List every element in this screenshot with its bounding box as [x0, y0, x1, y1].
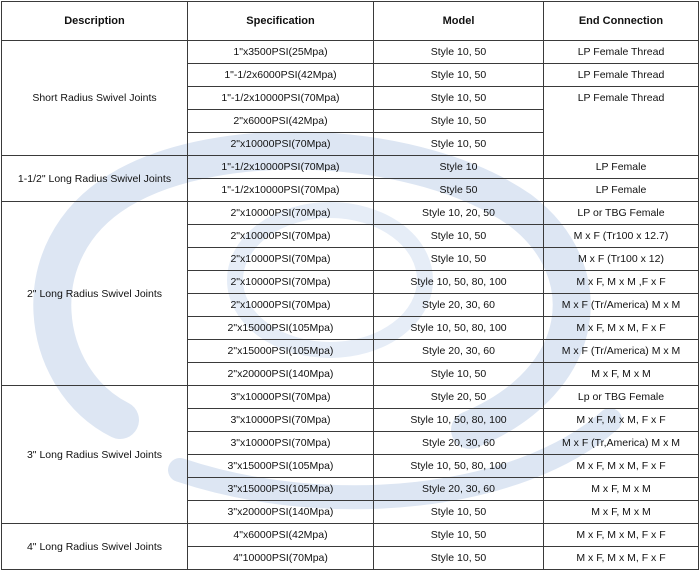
- end-connection-cell: [544, 110, 699, 133]
- model-cell: Style 10: [374, 156, 544, 179]
- end-connection-cell: Lp or TBG Female: [544, 386, 699, 409]
- specification-cell: 4"x6000PSI(42Mpa): [188, 524, 374, 547]
- end-connection-cell: M x F, M x M: [544, 501, 699, 524]
- model-cell: Style 10, 50, 80, 100: [374, 271, 544, 294]
- table-row: [2, 386, 699, 409]
- model-cell: Style 10, 50, 80, 100: [374, 317, 544, 340]
- specification-cell: 3"x15000PSI(105Mpa): [188, 455, 374, 478]
- specification-cell: 3"x10000PSI(70Mpa): [188, 409, 374, 432]
- end-connection-cell: M x F, M x M: [544, 363, 699, 386]
- model-cell: Style 20, 30, 60: [374, 340, 544, 363]
- end-connection-cell: M x F, M x M, F x F: [544, 409, 699, 432]
- specification-cell: 2"x10000PSI(70Mpa): [188, 225, 374, 248]
- end-connection-cell: M x F, M x M, F x F: [544, 455, 699, 478]
- model-cell: Style 10, 50: [374, 87, 544, 110]
- row-group-description: 1-1/2" Long Radius Swivel Joints: [2, 156, 188, 202]
- table-row: [2, 156, 699, 179]
- specification-cell: 1"-1/2x10000PSI(70Mpa): [188, 179, 374, 202]
- model-cell: Style 10, 50: [374, 547, 544, 570]
- end-connection-cell: LP Female: [544, 179, 699, 202]
- end-connection-cell: LP Female Thread: [544, 41, 699, 64]
- table-row: [2, 41, 699, 64]
- end-connection-cell: M x F (Tr/America) M x M: [544, 340, 699, 363]
- model-cell: Style 20, 30, 60: [374, 478, 544, 501]
- model-cell: Style 10, 50: [374, 501, 544, 524]
- end-connection-cell: M x F, M x M, F x F: [544, 547, 699, 570]
- specification-cell: 1"-1/2x10000PSI(70Mpa): [188, 87, 374, 110]
- end-connection-cell: M x F, M x M, F x F: [544, 317, 699, 340]
- model-cell: Style 10, 50: [374, 64, 544, 87]
- end-connection-cell: M x F (Tr/America) M x M: [544, 294, 699, 317]
- end-connection-cell: M x F, M x M ,F x F: [544, 271, 699, 294]
- model-cell: Style 10, 50: [374, 133, 544, 156]
- model-cell: Style 20, 50: [374, 386, 544, 409]
- end-connection-cell: LP Female: [544, 156, 699, 179]
- end-connection-cell: M x F (Tr,America) M x M: [544, 432, 699, 455]
- model-cell: Style 10, 50: [374, 524, 544, 547]
- end-connection-cell: LP Female Thread: [544, 64, 699, 87]
- specification-cell: 2"x10000PSI(70Mpa): [188, 271, 374, 294]
- specification-cell: 2"x10000PSI(70Mpa): [188, 248, 374, 271]
- specification-cell: 3"x20000PSI(140Mpa): [188, 501, 374, 524]
- model-cell: Style 10, 50: [374, 225, 544, 248]
- end-connection-cell: M x F, M x M: [544, 478, 699, 501]
- model-cell: Style 10, 50: [374, 363, 544, 386]
- swivel-joints-table: [1, 1, 699, 570]
- row-group-description: 3" Long Radius Swivel Joints: [2, 386, 188, 524]
- specification-cell: 2"x10000PSI(70Mpa): [188, 133, 374, 156]
- end-connection-cell: M x F (Tr100 x 12): [544, 248, 699, 271]
- model-cell: Style 10, 20, 50: [374, 202, 544, 225]
- model-cell: Style 10, 50, 80, 100: [374, 455, 544, 478]
- header-specification: Specification: [188, 2, 374, 41]
- model-cell: Style 10, 50: [374, 41, 544, 64]
- row-group-description: Short Radius Swivel Joints: [2, 41, 188, 156]
- model-cell: Style 10, 50: [374, 248, 544, 271]
- end-connection-cell: M x F, M x M, F x F: [544, 524, 699, 547]
- specification-cell: 1"x3500PSI(25Mpa): [188, 41, 374, 64]
- header-description: Description: [2, 2, 188, 41]
- table-row: [2, 524, 699, 547]
- specification-cell: 2"x15000PSI(105Mpa): [188, 340, 374, 363]
- specification-cell: 2"x6000PSI(42Mpa): [188, 110, 374, 133]
- end-connection-cell: LP Female Thread: [544, 87, 699, 110]
- specification-cell: 3"x15000PSI(105Mpa): [188, 478, 374, 501]
- header-row: [2, 2, 699, 41]
- header-end-connection: End Connection: [544, 2, 699, 41]
- row-group-description: 2" Long Radius Swivel Joints: [2, 202, 188, 386]
- specification-cell: 3"x10000PSI(70Mpa): [188, 386, 374, 409]
- specification-cell: 2"x10000PSI(70Mpa): [188, 294, 374, 317]
- specification-cell: 4"10000PSI(70Mpa): [188, 547, 374, 570]
- model-cell: Style 50: [374, 179, 544, 202]
- end-connection-cell: LP or TBG Female: [544, 202, 699, 225]
- model-cell: Style 20, 30, 60: [374, 294, 544, 317]
- end-connection-cell: [544, 133, 699, 156]
- specification-cell: 2"x15000PSI(105Mpa): [188, 317, 374, 340]
- model-cell: Style 20, 30, 60: [374, 432, 544, 455]
- header-model: Model: [374, 2, 544, 41]
- model-cell: Style 10, 50, 80, 100: [374, 409, 544, 432]
- specification-cell: 1"-1/2x10000PSI(70Mpa): [188, 156, 374, 179]
- table-row: [2, 202, 699, 225]
- specification-cell: 1"-1/2x6000PSI(42Mpa): [188, 64, 374, 87]
- specification-cell: 3"x10000PSI(70Mpa): [188, 432, 374, 455]
- model-cell: Style 10, 50: [374, 110, 544, 133]
- specification-cell: 2"x20000PSI(140Mpa): [188, 363, 374, 386]
- row-group-description: 4" Long Radius Swivel Joints: [2, 524, 188, 570]
- specification-cell: 2"x10000PSI(70Mpa): [188, 202, 374, 225]
- end-connection-cell: M x F (Tr100 x 12.7): [544, 225, 699, 248]
